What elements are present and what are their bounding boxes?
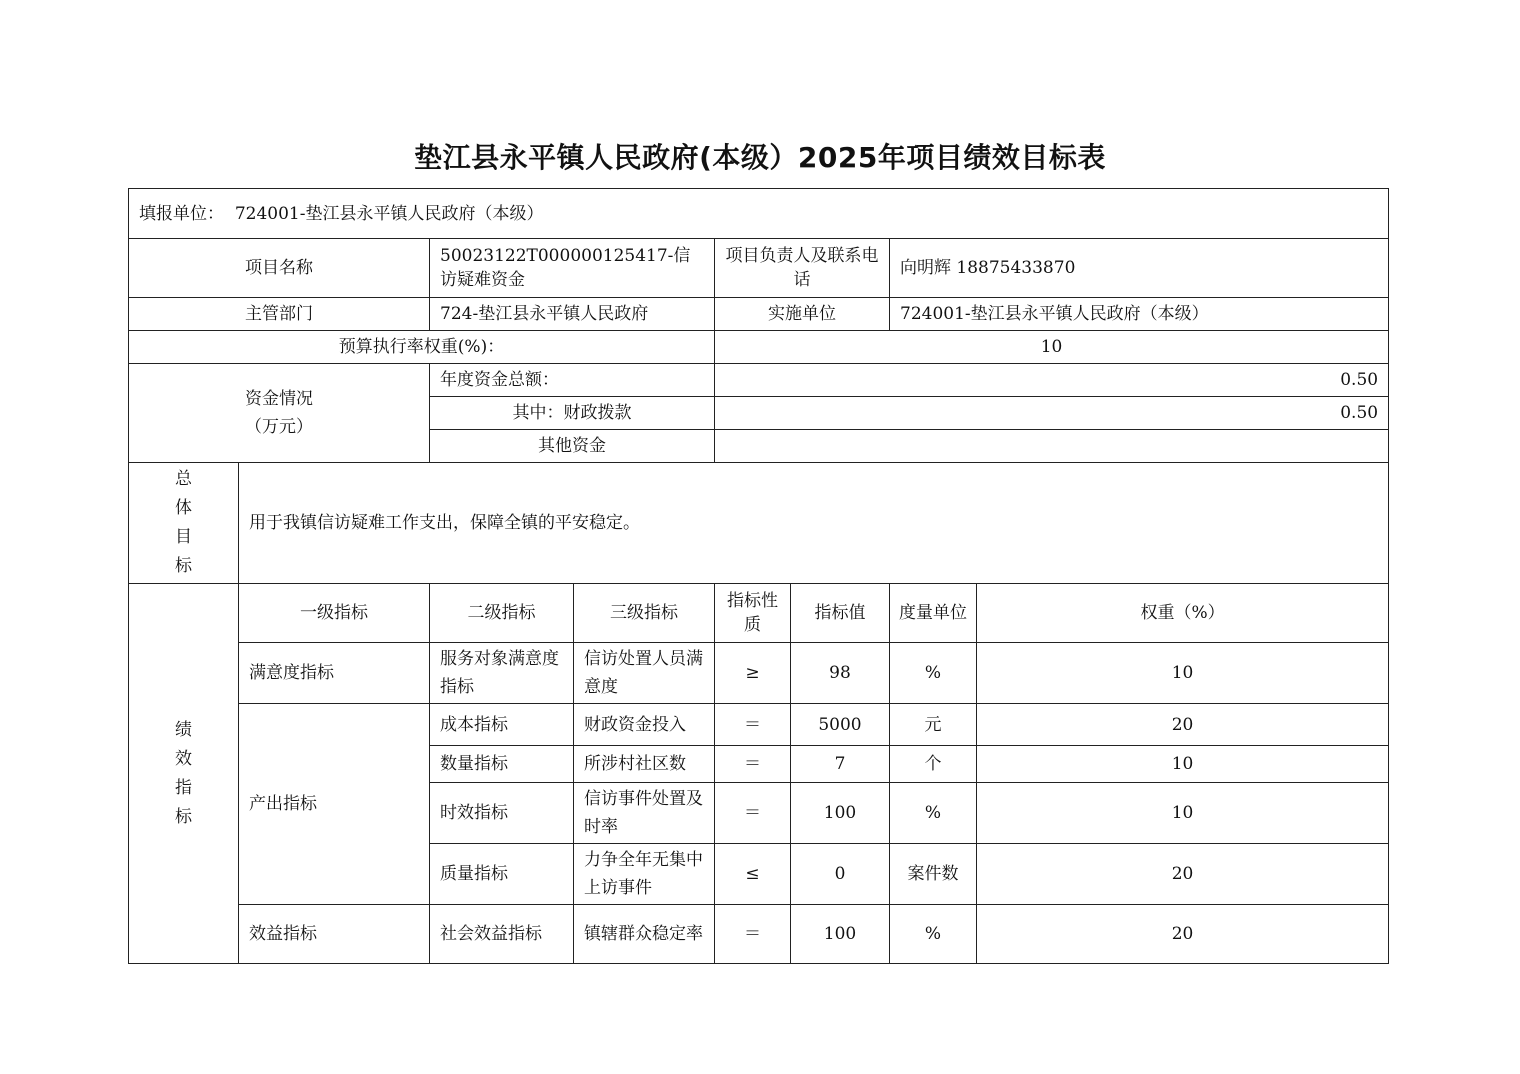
nature-cell: ＝	[715, 905, 791, 964]
level1-cell: 效益指标	[239, 905, 430, 964]
value-cell: 5000	[791, 704, 890, 746]
overall-goal-text: 用于我镇信访疑难工作支出，保障全镇的平安稳定。	[239, 463, 1389, 584]
performance-indicator-label-char: 指	[175, 777, 192, 798]
budget-rate-value: 10	[715, 331, 1389, 364]
reporting-unit-cell	[129, 189, 1389, 239]
document-title: 垫江县永平镇人民政府(本级）2025年项目绩效目标表	[414, 141, 1106, 174]
funds-other-value	[715, 430, 1389, 463]
nature-cell: ＝	[715, 783, 791, 844]
level2-cell: 时效指标	[430, 783, 574, 844]
project-name-label: 项目名称	[129, 239, 430, 298]
funds-total-value: 0.50	[715, 364, 1389, 397]
weight-cell: 10	[977, 783, 1389, 844]
overall-goal-label-char: 标	[175, 556, 192, 576]
overall-goal-label-char: 体	[175, 498, 192, 518]
funds-total-row	[129, 364, 1389, 397]
value-cell: 98	[791, 643, 890, 704]
unit-cell: %	[890, 905, 977, 964]
funds-other-label: 其他资金	[430, 430, 715, 463]
header-level1: 一级指标	[239, 584, 430, 643]
reporting-unit-value: 724001-垫江县永平镇人民政府（本级）	[234, 203, 544, 224]
funds-fiscal-label: 其中：财政拨款	[430, 397, 715, 430]
weight-cell: 10	[977, 746, 1389, 783]
department-value: 724-垫江县永平镇人民政府	[430, 298, 715, 331]
budget-rate-label: 预算执行率权重(%)：	[129, 331, 715, 364]
overall-goal-label-char: 总	[175, 469, 192, 489]
weight-cell: 20	[977, 905, 1389, 964]
nature-cell: ＝	[715, 704, 791, 746]
indicator-row	[129, 704, 1389, 746]
indicator-header-row	[129, 584, 1389, 643]
performance-target-table	[128, 188, 1389, 964]
project-leader-value: 向明辉 18875433870	[890, 239, 1389, 298]
performance-indicator-label-char: 标	[175, 806, 192, 827]
department-label: 主管部门	[129, 298, 430, 331]
funds-total-label: 年度资金总额：	[430, 364, 715, 397]
value-cell: 7	[791, 746, 890, 783]
header-weight: 权重（%）	[977, 584, 1389, 643]
header-nature: 指标性质	[715, 584, 791, 643]
performance-indicator-label-char: 效	[175, 748, 192, 769]
funds-fiscal-value: 0.50	[715, 397, 1389, 430]
overall-goal-row	[129, 463, 1389, 584]
performance-indicator-label	[129, 584, 239, 964]
value-cell: 100	[791, 905, 890, 964]
indicator-row	[129, 643, 1389, 704]
unit-cell: %	[890, 643, 977, 704]
indicator-row	[129, 905, 1389, 964]
funds-label	[129, 364, 430, 463]
level2-cell: 质量指标	[430, 844, 574, 905]
level2-cell: 成本指标	[430, 704, 574, 746]
level3-cell: 所涉村社区数	[574, 746, 715, 783]
reporting-unit-row	[129, 189, 1389, 239]
level2-cell: 服务对象满意度指标	[430, 643, 574, 704]
project-name-value: 50023122T000000125417-信访疑难资金	[430, 239, 715, 298]
level3-cell: 信访处置人员满意度	[574, 643, 715, 704]
weight-cell: 20	[977, 844, 1389, 905]
reporting-unit-label: 填报单位：	[139, 203, 224, 224]
implementing-unit-label: 实施单位	[715, 298, 890, 331]
header-value: 指标值	[791, 584, 890, 643]
value-cell: 100	[791, 783, 890, 844]
nature-cell: ≤	[715, 844, 791, 905]
nature-cell: ≥	[715, 643, 791, 704]
level1-cell: 产出指标	[239, 704, 430, 905]
funds-label-line2: （万元）	[245, 417, 313, 437]
header-unit: 度量单位	[890, 584, 977, 643]
weight-cell: 20	[977, 704, 1389, 746]
header-level2: 二级指标	[430, 584, 574, 643]
unit-cell: 个	[890, 746, 977, 783]
level2-cell: 数量指标	[430, 746, 574, 783]
level3-cell: 信访事件处置及时率	[574, 783, 715, 844]
level1-cell: 满意度指标	[239, 643, 430, 704]
level3-cell: 财政资金投入	[574, 704, 715, 746]
unit-cell: 案件数	[890, 844, 977, 905]
department-row	[129, 298, 1389, 331]
performance-indicator-label-char: 绩	[175, 719, 192, 740]
level2-cell: 社会效益指标	[430, 905, 574, 964]
budget-rate-row	[129, 331, 1389, 364]
funds-label-line1: 资金情况	[245, 389, 313, 409]
project-name-row	[129, 239, 1389, 298]
value-cell: 0	[791, 844, 890, 905]
project-leader-label: 项目负责人及联系电话	[715, 239, 890, 298]
weight-cell: 10	[977, 643, 1389, 704]
unit-cell: 元	[890, 704, 977, 746]
overall-goal-label	[129, 463, 239, 584]
nature-cell: ＝	[715, 746, 791, 783]
level3-cell: 力争全年无集中上访事件	[574, 844, 715, 905]
header-level3: 三级指标	[574, 584, 715, 643]
level3-cell: 镇辖群众稳定率	[574, 905, 715, 964]
unit-cell: %	[890, 783, 977, 844]
overall-goal-label-char: 目	[175, 527, 192, 547]
implementing-unit-value: 724001-垫江县永平镇人民政府（本级）	[890, 298, 1389, 331]
